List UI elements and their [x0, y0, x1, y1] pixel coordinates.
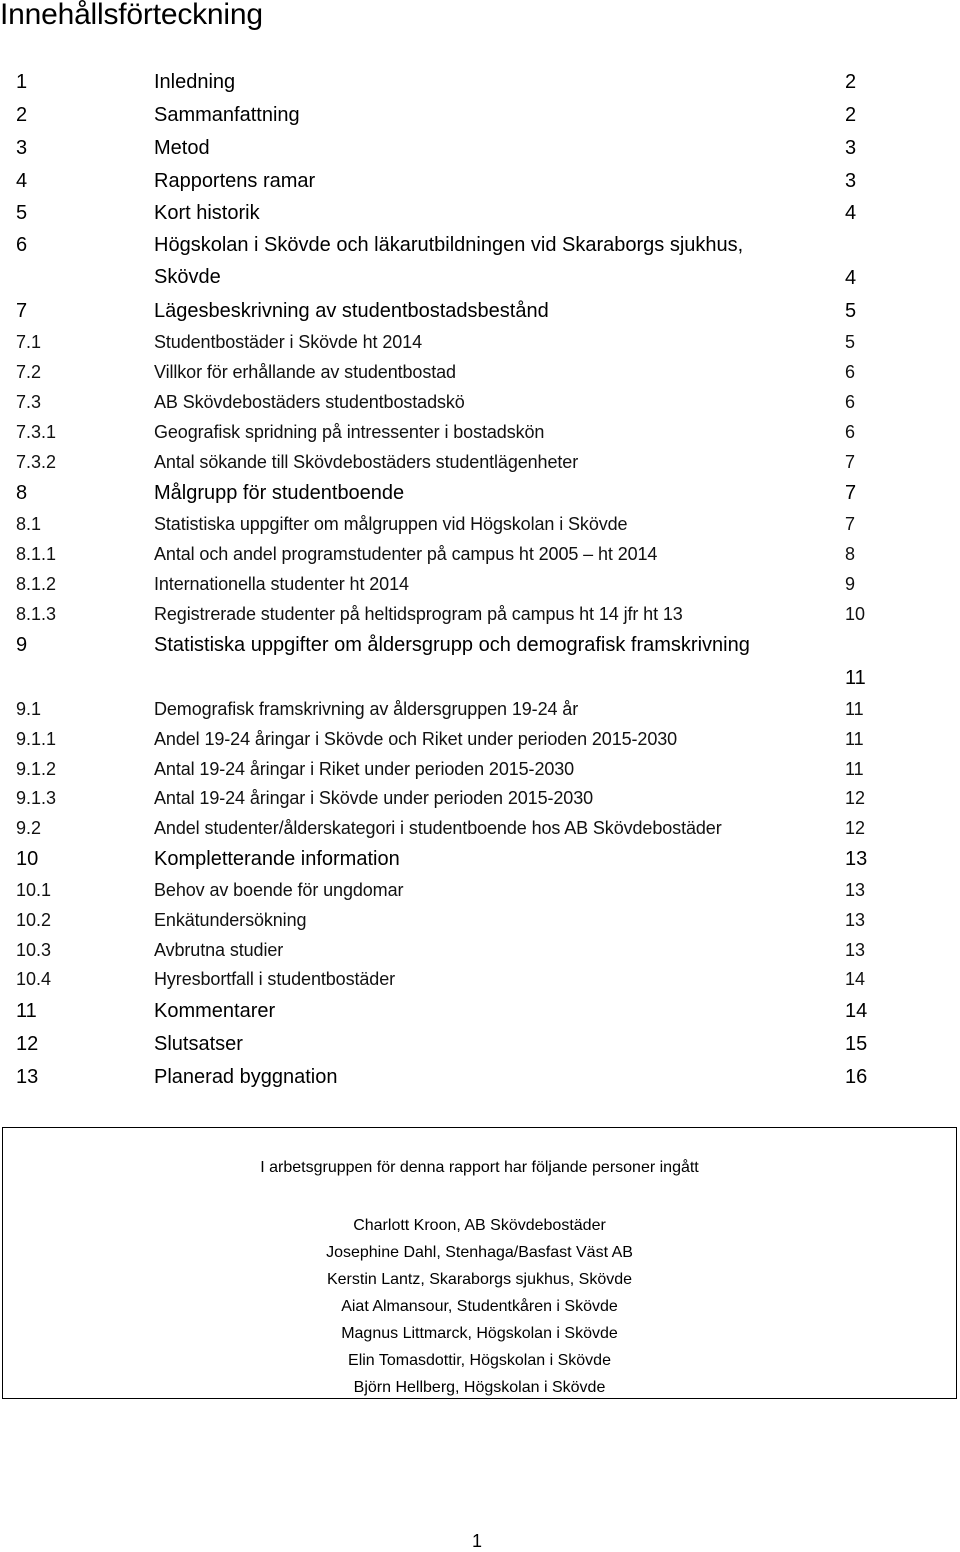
toc-entry-title: Registrerade studenter på heltidsprogram på campus ht 14 jfr ht 13 — [154, 604, 683, 624]
toc-entry-number: 9.1 — [16, 699, 42, 719]
toc-entry-page: 13 — [845, 940, 866, 960]
toc-entry-page: 11 — [845, 759, 864, 779]
toc-entry-page: 4 — [845, 267, 857, 289]
toc-entry-title: Avbrutna studier — [154, 940, 284, 960]
toc-entry-page: 6 — [845, 362, 856, 382]
toc-entry-number: 9.1.3 — [16, 788, 57, 808]
toc-entry-title: Geografisk spridning på intressenter i bostadskön — [154, 422, 545, 442]
toc-entry-number: 8.1 — [16, 514, 42, 534]
toc-entry-number: 9.1.2 — [16, 759, 57, 779]
working-group-members — [3, 1212, 956, 1401]
toc-entry-page: 3 — [845, 170, 857, 192]
toc-entry-page: 4 — [845, 202, 857, 224]
toc-entry-title: Lägesbeskrivning av studentbostadsbestånd — [154, 300, 549, 322]
team-member: Kerstin Lantz, Skaraborgs sjukhus, Skövde — [326, 1271, 633, 1288]
toc-entry-number: 5 — [16, 202, 28, 224]
toc-entry-page: 13 — [845, 880, 866, 900]
toc-entry-number: 3 — [16, 137, 28, 159]
toc-entry-title: Metod — [154, 137, 210, 159]
toc-entry-title: Antal 19-24 åringar i Skövde under perioden 2015-2030 — [154, 788, 594, 808]
team-member: Elin Tomasdottir, Högskolan i Skövde — [348, 1352, 611, 1369]
toc-entry-page: 8 — [845, 544, 856, 564]
toc-entry-page: 12 — [845, 818, 866, 838]
toc-entry-page: 5 — [845, 300, 857, 322]
toc-entry-number: 7 — [16, 300, 28, 322]
toc-entry-page: 11 — [845, 699, 864, 719]
toc-entry-number: 6 — [16, 234, 28, 256]
toc-entry-title: Inledning — [154, 71, 236, 93]
toc-entry-title: Rapportens ramar — [154, 170, 316, 192]
toc-entry-title: Antal och andel programstudenter på campus ht 2005 – ht 2014 — [154, 544, 658, 564]
toc-entry-number: 9 — [16, 634, 28, 656]
toc-entry-number: 8.1.1 — [16, 544, 57, 564]
toc-entry-page: 6 — [845, 392, 856, 412]
toc-entry-number: 12 — [16, 1033, 39, 1055]
toc-entry-title: Hyresbortfall i studentbostäder — [154, 969, 396, 989]
working-group-heading: I arbetsgruppen för denna rapport har följande personer ingått — [260, 1159, 699, 1176]
toc-entry-page: 2 — [845, 71, 857, 93]
toc-entry-title: Villkor för erhållande av studentbostad — [154, 362, 456, 382]
toc-entry-page: 6 — [845, 422, 856, 442]
toc-entry-title: Högskolan i Skövde och läkarutbildningen vid Skaraborgs sjukhus, Skövde — [154, 234, 744, 288]
toc-entry-page: 14 — [845, 1000, 868, 1022]
toc-entry-page: 11 — [845, 667, 866, 689]
toc-entry-number: 10.4 — [16, 969, 52, 989]
toc-entry-page: 5 — [845, 332, 856, 352]
toc-entry-title: Internationella studenter ht 2014 — [154, 574, 409, 594]
toc-entry-page: 15 — [845, 1033, 868, 1055]
toc-entry-page: 3 — [845, 137, 857, 159]
toc-entry-title: Andel 19-24 åringar i Skövde och Riket under perioden 2015-2030 — [154, 729, 678, 749]
team-member: Josephine Dahl, Stenhaga/Basfast Väst AB — [326, 1244, 633, 1261]
toc-entry-title: Behov av boende för ungdomar — [154, 880, 404, 900]
toc-entry-page: 2 — [845, 104, 857, 126]
toc-entry-number: 13 — [16, 1066, 39, 1088]
toc-entry-number: 10.2 — [16, 910, 52, 930]
toc-entry-page: 11 — [845, 729, 864, 749]
toc-entry-title: Statistiska uppgifter om åldersgrupp och demografisk framskrivning — [154, 634, 750, 656]
toc-entry-number: 10.3 — [16, 940, 52, 960]
toc-entry-page: 13 — [845, 910, 866, 930]
toc-entry-number: 9.1.1 — [16, 729, 57, 749]
toc-entry-title: Antal sökande till Skövdebostäders studentlägenheter — [154, 452, 579, 472]
toc-entry-number: 1 — [16, 71, 28, 93]
toc-entry-page: 7 — [845, 514, 856, 534]
toc-entry-page: 7 — [845, 482, 857, 504]
toc-entry-title: Demografisk framskrivning av åldersgruppen 19-24 år — [154, 699, 579, 719]
toc-entry-page: 16 — [845, 1066, 868, 1088]
toc-entry-title: Målgrupp för studentboende — [154, 482, 405, 504]
toc-entry-number: 7.3.1 — [16, 422, 57, 442]
toc-entry-title: Slutsatser — [154, 1033, 243, 1055]
team-member: Aiat Almansour, Studentkåren i Skövde — [341, 1298, 618, 1315]
toc-entry-number: 7.3 — [16, 392, 42, 412]
toc-entry-number: 10 — [16, 848, 39, 870]
toc-entry-page: 12 — [845, 788, 866, 808]
toc-entry-number: 8 — [16, 482, 28, 504]
toc-entry-number: 2 — [16, 104, 28, 126]
toc-entry-number: 9.2 — [16, 818, 42, 838]
toc-entry-title: Sammanfattning — [154, 104, 300, 126]
toc-entry-title: Statistiska uppgifter om målgruppen vid Högskolan i Skövde — [154, 514, 628, 534]
page-number: 1 — [472, 1531, 483, 1551]
toc-entry-title: Studentbostäder i Skövde ht 2014 — [154, 332, 422, 352]
toc-entry-number: 4 — [16, 170, 28, 192]
toc-entry-number: 7.2 — [16, 362, 42, 382]
toc-entry-title: Kompletterande information — [154, 848, 400, 870]
toc-entry-page: 9 — [845, 574, 856, 594]
team-member: Charlott Kroon, AB Skövdebostäder — [353, 1217, 606, 1234]
toc-entry-page: 14 — [845, 969, 866, 989]
toc-entry-page: 7 — [845, 452, 856, 472]
toc-entry-number: 11 — [16, 1000, 37, 1022]
toc-entry-number: 7.3.2 — [16, 452, 57, 472]
working-group-box — [2, 1127, 957, 1399]
team-member: Björn Hellberg, Högskolan i Skövde — [353, 1379, 606, 1396]
toc-entry-title: Planerad byggnation — [154, 1066, 338, 1088]
toc-entry-title: AB Skövdebostäders studentbostadskö — [154, 392, 465, 412]
toc-entry-number: 7.1 — [16, 332, 42, 352]
toc-entry-title: Kort historik — [154, 202, 260, 224]
toc-entry-number: 10.1 — [16, 880, 52, 900]
toc-entry-number: 8.1.3 — [16, 604, 57, 624]
toc-entry-title: Enkätundersökning — [154, 910, 307, 930]
page-title: Innehållsförteckning — [0, 0, 263, 31]
toc-entry-number: 8.1.2 — [16, 574, 57, 594]
toc-entry-page: 10 — [845, 604, 866, 624]
toc-entry-title: Antal 19-24 åringar i Riket under perioden 2015-2030 — [154, 759, 575, 779]
toc-entry-page: 13 — [845, 848, 868, 870]
toc-entry-title: Kommentarer — [154, 1000, 276, 1022]
team-member: Magnus Littmarck, Högskolan i Skövde — [341, 1325, 618, 1342]
toc-entry-title: Andel studenter/ålderskategori i studentboende hos AB Skövdebostäder — [154, 818, 722, 838]
